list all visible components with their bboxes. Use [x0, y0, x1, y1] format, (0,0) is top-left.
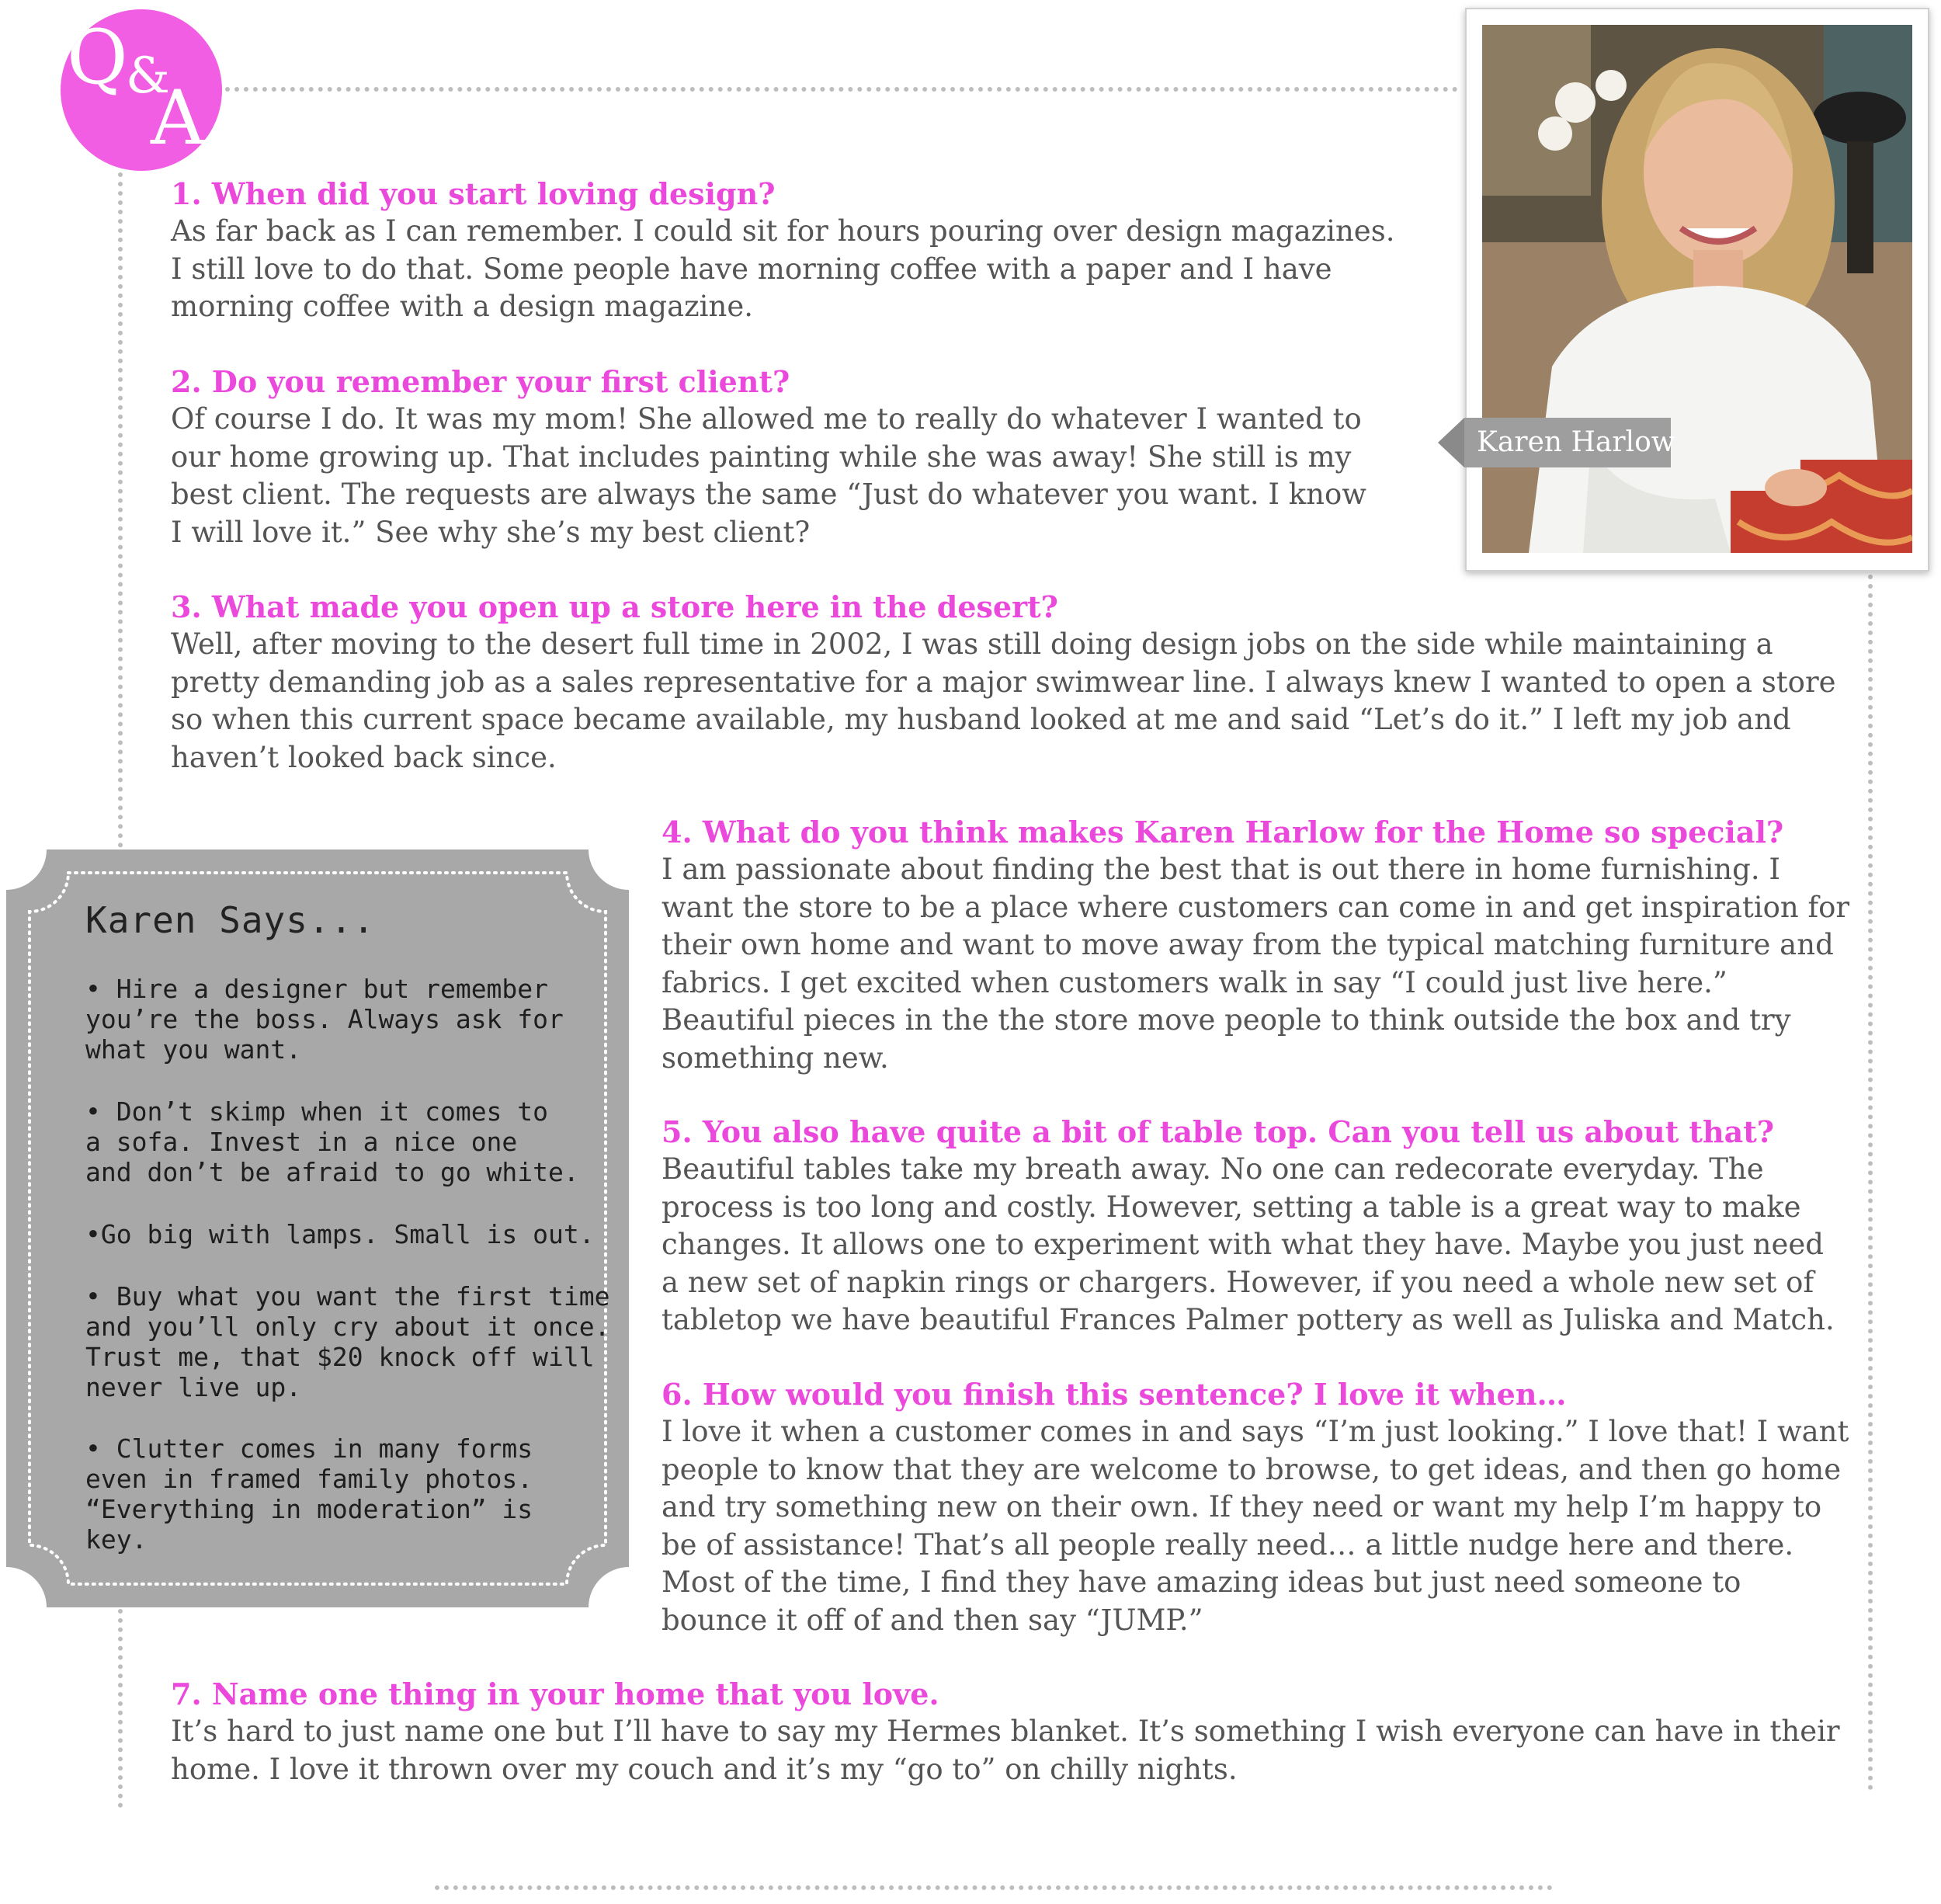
question-7: 7. Name one thing in your home that you love. — [171, 1676, 939, 1711]
answer-4-line: their own home and want to move away from the typical matching furniture and — [661, 928, 1834, 961]
question-5: 5. You also have quite a bit of table top. Can you tell us about that? — [661, 1114, 1775, 1149]
answer-4-line: I am passionate about finding the best that is out there in home furnishing. I — [661, 853, 1780, 886]
answer-2-line: best client. The requests are always the same “Just do whatever you want. I know — [171, 478, 1366, 511]
tip-line: never live up. — [85, 1372, 302, 1402]
tip-line: and don’t be afraid to go white. — [85, 1157, 579, 1187]
answer-1 — [171, 213, 1394, 326]
photo-caption — [1438, 418, 1675, 467]
answer-4-line: fabrics. I get excited when customers walk in say “I could just live here.” — [661, 965, 1727, 999]
answer-5-line: a new set of napkin rings or chargers. However, if you need a whole new set of — [661, 1265, 1814, 1299]
qa-item-5 — [661, 1114, 1835, 1339]
answer-4-line: something new. — [661, 1041, 889, 1075]
answer-6-line: Most of the time, I find they have amazing ideas but just need someone to — [661, 1565, 1741, 1599]
answer-7-line: home. I love it thrown over my couch and it’s my “go to” on chilly nights. — [171, 1752, 1238, 1786]
photo-caption-text: Karen Harlow — [1464, 418, 1671, 467]
caption-notch — [1438, 418, 1464, 467]
question-3: 3. What made you open up a store here in the desert? — [171, 589, 1058, 624]
answer-5-line: Beautiful tables take my breath away. No one can redecorate everyday. The — [661, 1152, 1764, 1186]
portrait-illustration — [1482, 25, 1912, 553]
tip-line: key. — [85, 1524, 148, 1555]
tip-line: you’re the boss. Always ask for — [85, 1004, 564, 1034]
answer-2-line: Of course I do. It was my mom! She allowed me to really do whatever I wanted to — [171, 402, 1362, 436]
answer-5 — [661, 1151, 1835, 1339]
tip-line: • Don’t skimp when it comes to — [85, 1096, 549, 1127]
portrait-photo — [1482, 25, 1912, 553]
badge-q: Q — [67, 14, 128, 101]
tip-line: • Hire a designer but remember — [85, 974, 549, 1004]
qa-badge — [61, 9, 222, 171]
right-dotted-rule — [1868, 575, 1873, 1791]
qa-item-7 — [171, 1676, 1840, 1788]
answer-6-line: be of assistance! That’s all people really need… a little nudge here and there. — [661, 1527, 1794, 1562]
question-2: 2. Do you remember your first client? — [171, 364, 790, 399]
tip-line: even in framed family photos. — [85, 1464, 533, 1494]
sidebar-title: Karen Says... — [85, 899, 376, 941]
answer-3-line: pretty demanding job as a sales representative for a major swimwear line. I always knew I wanted to open a store — [171, 665, 1836, 699]
qa-item-4 — [661, 814, 1849, 1077]
qa-item-2 — [171, 363, 1366, 551]
answer-7-line: It’s hard to just name one but I’ll have to say my Hermes blanket. It’s something I wish everyone can have in their — [171, 1715, 1840, 1748]
qa-item-1 — [171, 175, 1394, 326]
tip-line: • Clutter comes in many forms — [85, 1433, 533, 1464]
answer-4 — [661, 851, 1849, 1077]
top-dotted-rule — [225, 87, 1458, 92]
answer-5-line: process is too long and costly. However, setting a table is a great way to make — [661, 1190, 1801, 1224]
answer-4-line: want the store to be a place where customers can come in and get inspiration for — [661, 890, 1850, 924]
badge-ampersand: & — [126, 47, 170, 105]
answer-6-line: and try something new on their own. If they need or want my help I’m happy to — [661, 1490, 1822, 1524]
answer-6-line: people to know that they are welcome to browse, to get ideas, and then go home — [661, 1452, 1842, 1486]
tip-line: “Everything in moderation” is — [85, 1494, 533, 1524]
tip-line: and you’ll only cry about it once. — [85, 1312, 610, 1342]
answer-5-line: changes. It allows one to experiment with what they have. Maybe you just need — [661, 1228, 1824, 1261]
tip-line: •Go big with lamps. Small is out. — [85, 1219, 595, 1249]
answer-6-line: bounce it off of and then say “JUMP.” — [661, 1603, 1203, 1637]
left-dotted-rule-lower — [118, 1609, 123, 1808]
badge-a: A — [151, 75, 205, 162]
tip-line: what you want. — [85, 1034, 302, 1065]
answer-3-line: haven’t looked back since. — [171, 740, 557, 774]
answer-1-line: morning coffee with a design magazine. — [171, 290, 753, 323]
tip-line: Trust me, that $20 knock off will — [85, 1342, 595, 1372]
bottom-dotted-rule — [435, 1885, 1553, 1890]
answer-3-line: so when this current space became available, my husband looked at me and said “Let’s do it.” I left my job and — [171, 703, 1791, 736]
answer-1-line: As far back as I can remember. I could sit for hours pouring over design magazines. — [171, 214, 1395, 248]
answer-6 — [661, 1413, 1849, 1639]
answer-6-line: I love it when a customer comes in and says “I’m just looking.” I love that! I want — [661, 1415, 1849, 1448]
left-dotted-rule-upper — [118, 172, 123, 848]
answer-3 — [171, 626, 1836, 777]
answer-2-line: our home growing up. That includes painting while she was away! She still is my — [171, 440, 1352, 474]
tip-line: • Buy what you want the first time — [85, 1281, 610, 1312]
answer-2 — [171, 401, 1366, 551]
question-1: 1. When did you start loving design? — [171, 176, 776, 211]
answer-5-line: tabletop we have beautiful Frances Palmer pottery as well as Juliska and Match. — [661, 1303, 1835, 1336]
question-6: 6. How would you finish this sentence? I love it when… — [661, 1377, 1567, 1412]
answer-7 — [171, 1713, 1840, 1788]
answer-1-line: I still love to do that. Some people have morning coffee with a paper and I have — [171, 252, 1332, 286]
answer-2-line: I will love it.” See why she’s my best client? — [171, 515, 811, 549]
qa-item-3 — [171, 589, 1836, 777]
qa-item-6 — [661, 1376, 1849, 1639]
answer-4-line: Beautiful pieces in the the store move people to think outside the box and try — [661, 1003, 1791, 1037]
photo-frame — [1465, 8, 1929, 572]
answer-3-line: Well, after moving to the desert full time in 2002, I was still doing design jobs on the side while maintaining a — [171, 627, 1773, 661]
question-4: 4. What do you think makes Karen Harlow for the Home so special? — [661, 815, 1784, 850]
tip-line: a sofa. Invest in a nice one — [85, 1127, 518, 1157]
